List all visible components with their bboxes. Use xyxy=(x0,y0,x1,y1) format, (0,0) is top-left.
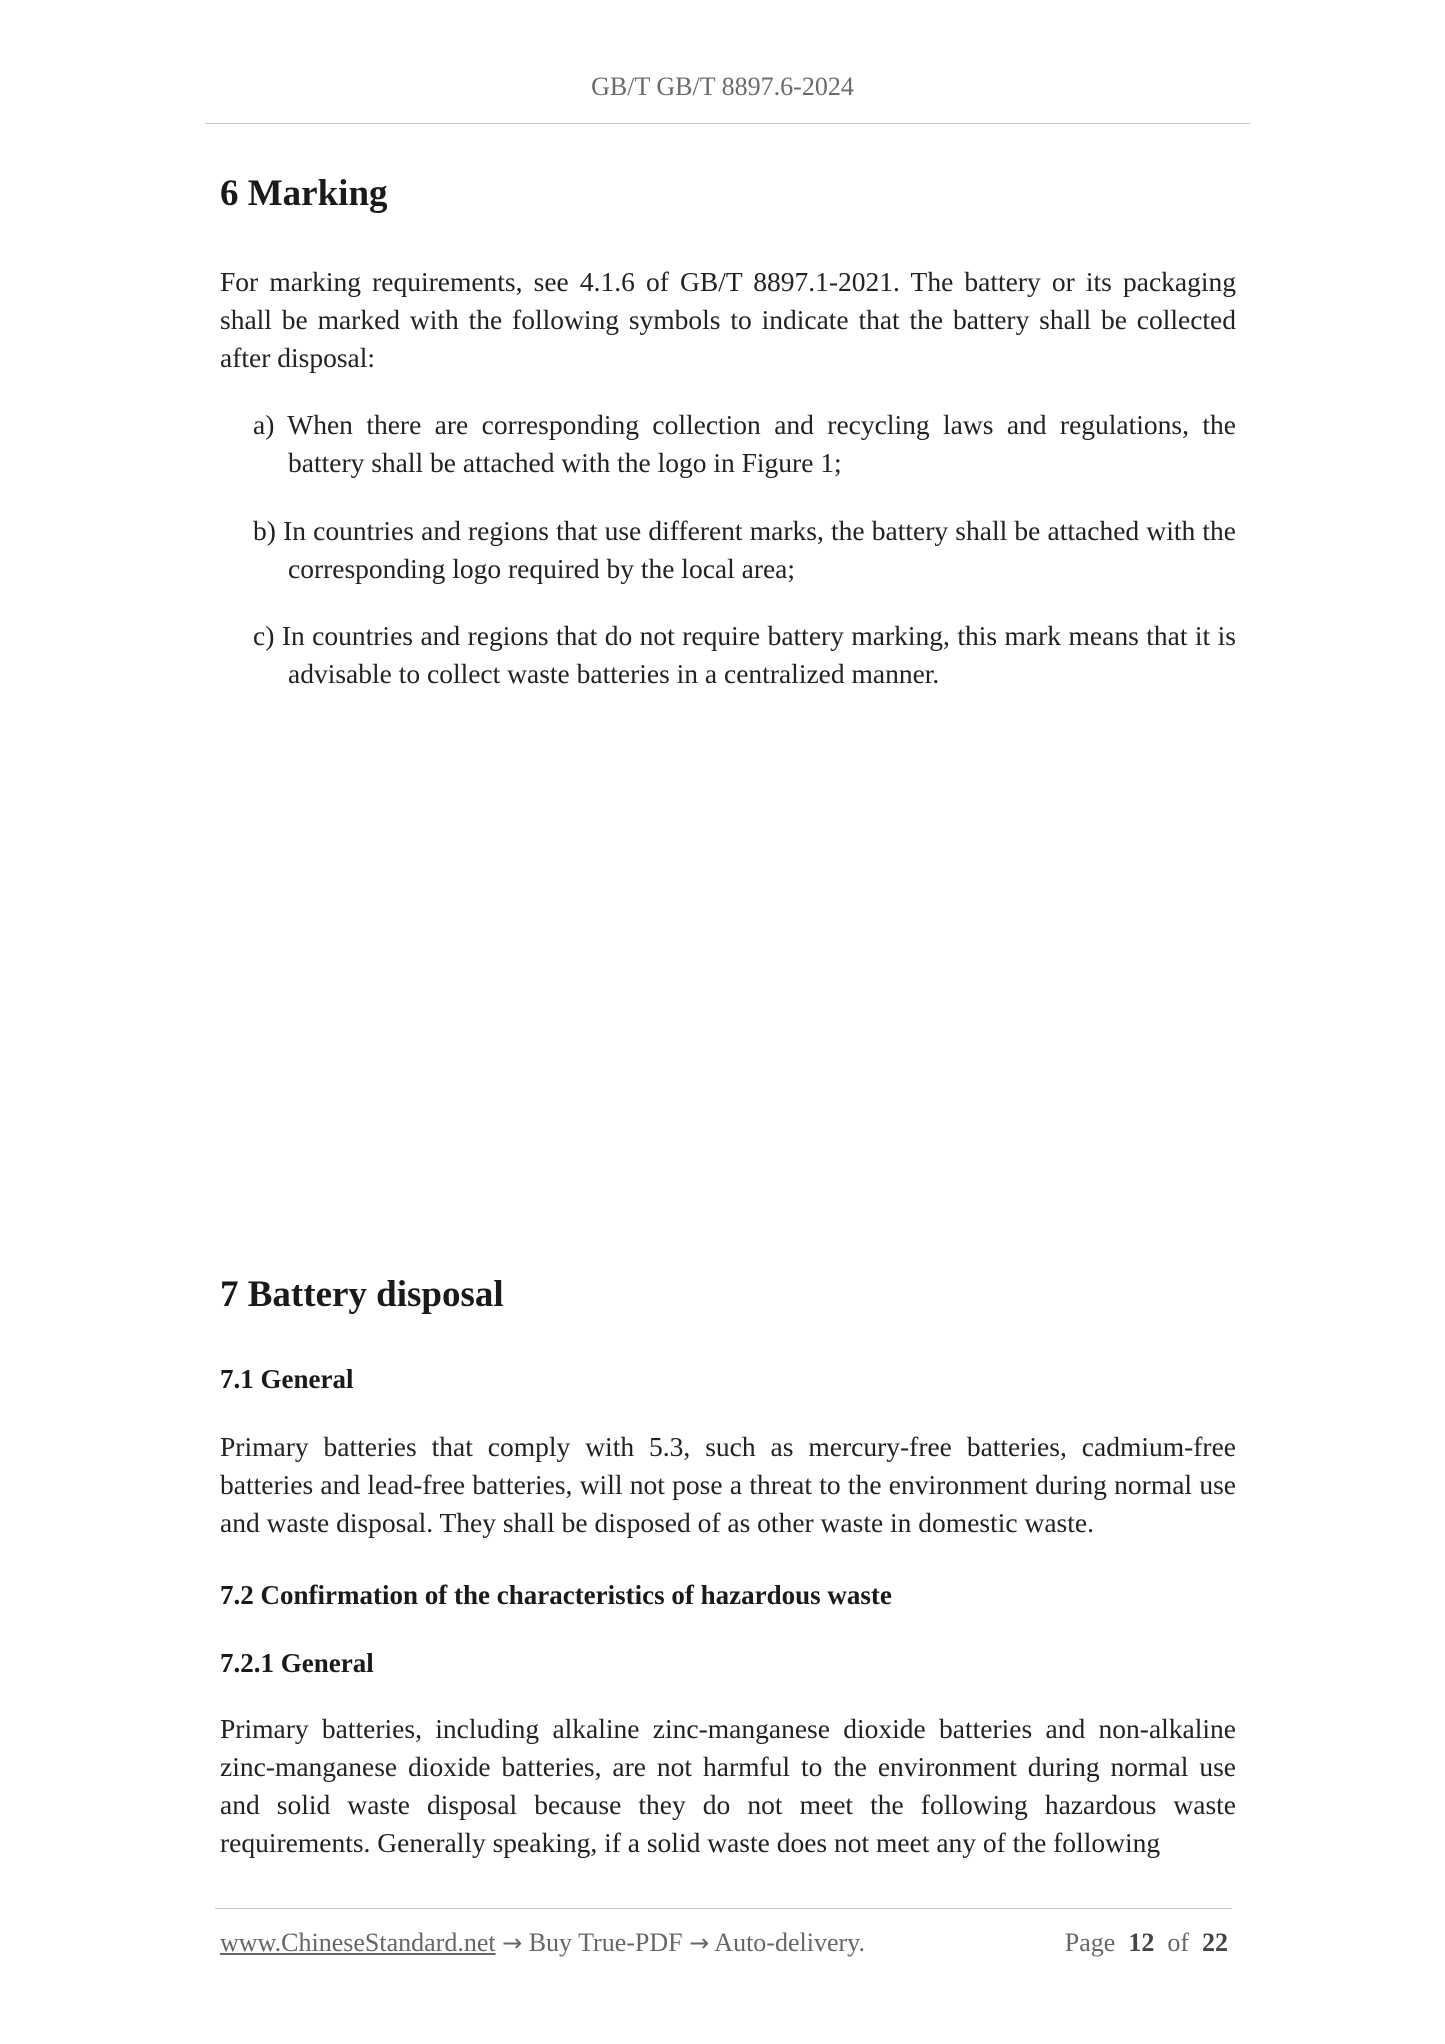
section-7-1-text: Primary batteries that comply with 5.3, such as mercury-free batteries, cadmium-free batteries and lead-free batteries, will not pose a threat to the environment during normal use and waste disposal. They shall be disposed of as other waste in domestic waste. xyxy=(220,1431,1236,1538)
footer-promo xyxy=(220,1928,865,1958)
marking-list-item-a: a) When there are corresponding collection and recycling laws and regulations, the battery shall be attached with the logo in Figure 1; xyxy=(253,409,1236,478)
header-divider xyxy=(205,123,1250,124)
auto-delivery-text: Auto-delivery. xyxy=(714,1928,865,1957)
page-label: Page xyxy=(1064,1928,1116,1957)
section-6-heading: 6 Marking xyxy=(220,173,388,214)
arrow-right-icon: → xyxy=(502,1929,523,1957)
page-number xyxy=(1065,1928,1228,1958)
total-pages: 22 xyxy=(1202,1928,1228,1957)
marking-list-item-c: c) In countries and regions that do not require battery marking, this mark means that it is advisable to collect waste batteries in a centralized manner. xyxy=(253,620,1236,689)
section-7-2-heading: 7.2 Confirmation of the characteristics of hazardous waste xyxy=(220,1580,892,1610)
section-7-heading: 7 Battery disposal xyxy=(220,1274,504,1315)
section-7-1-heading: 7.1 General xyxy=(220,1364,354,1394)
section-7-2-1-heading: 7.2.1 General xyxy=(220,1648,374,1678)
current-page: 12 xyxy=(1128,1928,1155,1957)
site-link[interactable]: www.ChineseStandard.net xyxy=(220,1928,496,1957)
buy-true-pdf-text: Buy True-PDF xyxy=(528,1928,683,1957)
section-7-2-1-text: Primary batteries, including alkaline zinc-manganese dioxide batteries and non-alkaline zinc-manganese dioxide batteries, are not harmful to the environment during normal use and solid waste disposal because they do not meet the following hazardous waste requirements. Generally speaking, if a solid waste does not meet any of the following xyxy=(220,1713,1236,1858)
page-header-title: GB/T GB/T 8897.6-2024 xyxy=(591,72,854,101)
section-6-intro: For marking requirements, see 4.1.6 of GB/T 8897.1-2021. The battery or its packaging shall be marked with the following symbols to indicate that the battery shall be collected after disposal: xyxy=(220,266,1236,373)
footer-divider xyxy=(215,1908,1232,1909)
marking-list-item-b: b) In countries and regions that use different marks, the battery shall be attached with the corresponding logo required by the local area; xyxy=(253,515,1236,584)
arrow-right-icon: → xyxy=(689,1929,710,1957)
of-label: of xyxy=(1167,1928,1189,1957)
